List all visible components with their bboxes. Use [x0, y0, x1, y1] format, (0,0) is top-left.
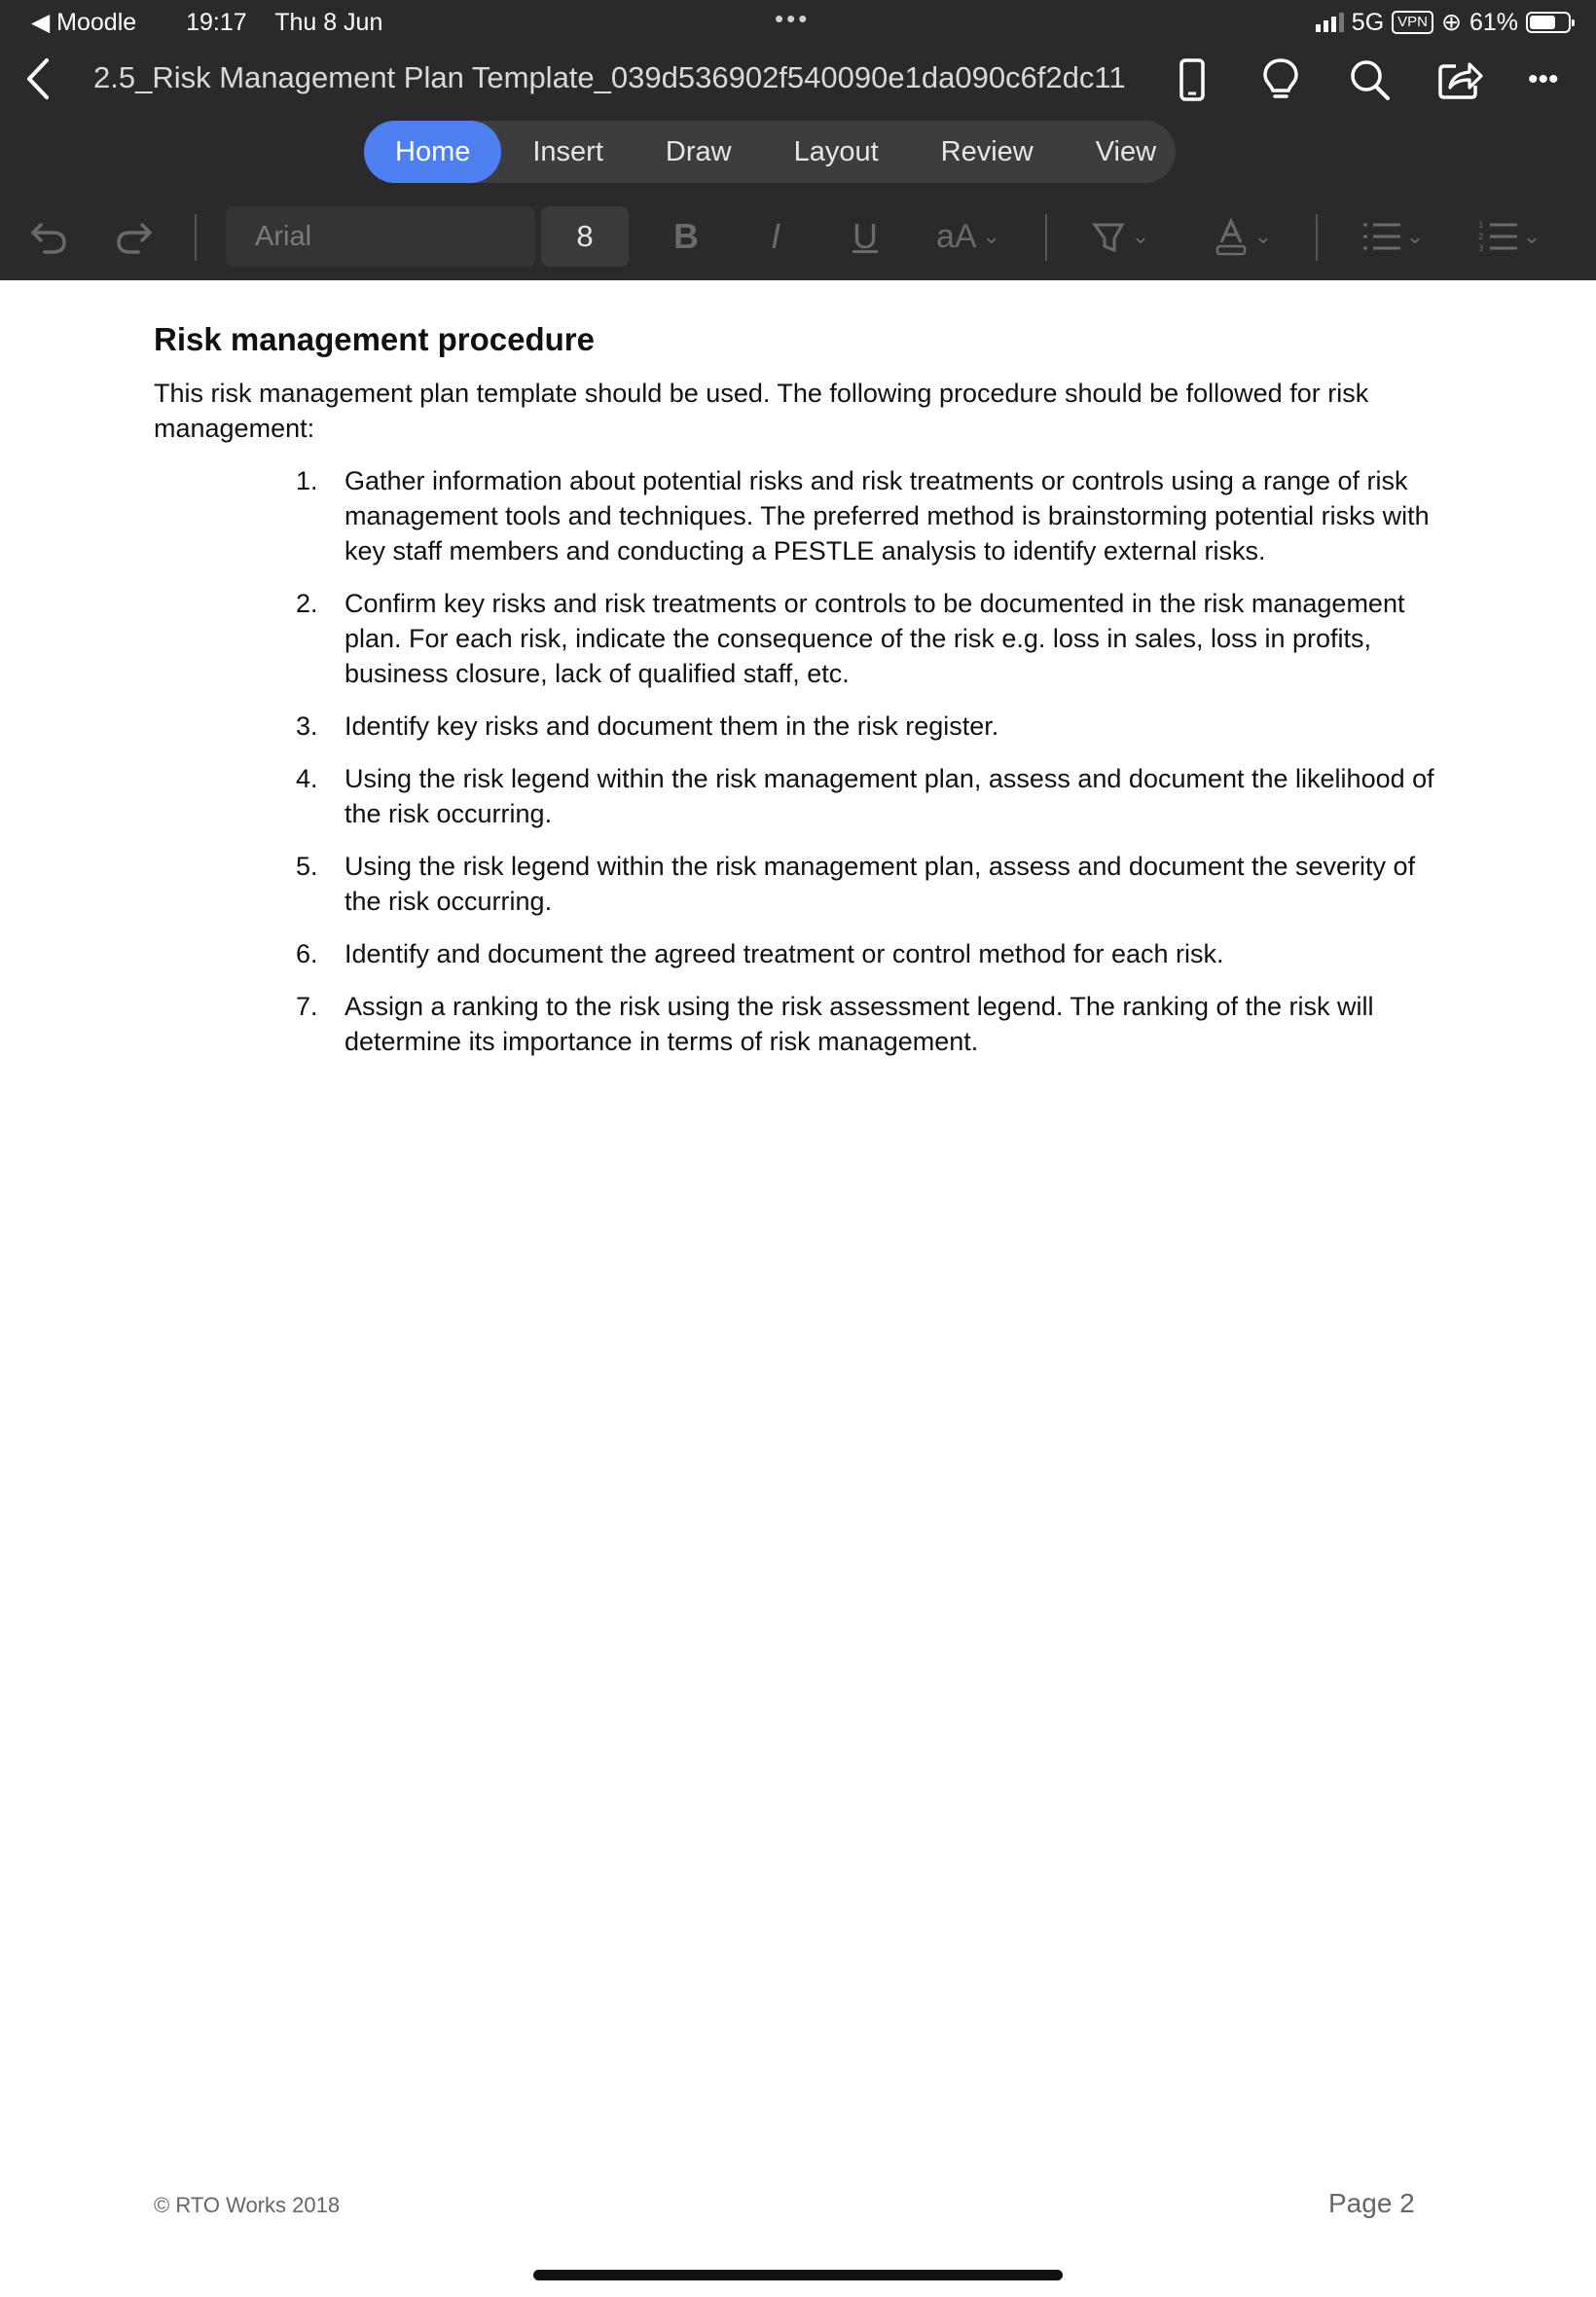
- list-item: [154, 761, 1448, 831]
- multitasking-dots-icon[interactable]: •••: [775, 4, 811, 33]
- lightbulb-icon[interactable]: [1257, 56, 1304, 103]
- ribbon-divider: [1316, 214, 1318, 261]
- list-number: 1.: [296, 466, 318, 495]
- list-item: [154, 709, 1448, 744]
- text-size-label: aA: [935, 217, 977, 255]
- title-row: [0, 47, 1596, 109]
- tab-layout[interactable]: Layout: [793, 136, 879, 167]
- font-size-field[interactable]: 8: [541, 206, 629, 267]
- chevron-down-icon: ⌄: [982, 224, 1001, 248]
- svg-text:3: 3: [1477, 244, 1484, 254]
- chevron-down-icon: ⌄: [1131, 224, 1150, 248]
- tab-home[interactable]: Home: [364, 121, 501, 183]
- list-number: 4.: [296, 764, 318, 793]
- font-name-field[interactable]: Arial: [226, 206, 535, 267]
- underline-button[interactable]: U: [852, 216, 878, 256]
- back-app-label: Moodle: [56, 9, 137, 36]
- list-number: 7.: [296, 992, 318, 1021]
- home-indicator[interactable]: [533, 2270, 1063, 2280]
- ribbon-divider: [1045, 214, 1047, 261]
- italic-button[interactable]: I: [770, 216, 780, 256]
- numbered-list-button[interactable]: [1469, 202, 1547, 271]
- tab-view[interactable]: View: [1095, 136, 1157, 167]
- list-text: Confirm key risks and risk treatments or controls to be documented in the risk management plan. For each risk, indicate the consequence of the risk e.g. loss in sales, loss in profits, business closure, lack of qualified staff, etc.: [345, 589, 1405, 688]
- ribbon-divider: [195, 214, 197, 261]
- document-title[interactable]: 2.5_Risk Management Plan Template_039d536902f540090e1da090c6f2dc11: [93, 60, 1126, 94]
- list-item: [154, 936, 1448, 971]
- svg-text:2: 2: [1477, 233, 1484, 242]
- search-icon[interactable]: [1346, 56, 1393, 103]
- bullet-list-icon: [1360, 217, 1402, 256]
- list-number: 2.: [296, 589, 318, 618]
- list-text: Gather information about potential risks and risk treatments or controls using a range of risk management tools and techniques. The preferred method is brainstorming potential risks with key staff members and conducting a PESTLE analysis to identify external risks.: [345, 466, 1430, 565]
- svg-text:1: 1: [1477, 221, 1484, 231]
- document-page[interactable]: [154, 321, 1448, 1076]
- list-number: 3.: [296, 711, 318, 741]
- battery-icon: [1526, 12, 1571, 33]
- numbered-list-icon: [1476, 217, 1519, 256]
- network-label: 5G: [1351, 8, 1385, 36]
- chevron-down-icon: ⌄: [1405, 224, 1425, 248]
- bullet-list-button[interactable]: [1353, 202, 1431, 271]
- status-time: 19:17: [186, 9, 247, 36]
- list-text: Using the risk legend within the risk management plan, assess and document the severity of the risk occurring.: [345, 852, 1416, 916]
- tab-draw[interactable]: Draw: [665, 136, 732, 167]
- redo-icon[interactable]: [107, 202, 162, 271]
- tab-insert[interactable]: Insert: [532, 136, 603, 167]
- more-icon[interactable]: •••: [1528, 63, 1559, 95]
- vpn-badge: VPN: [1392, 11, 1433, 34]
- list-text: Assign a ranking to the risk using the risk assessment legend. The ranking of the risk will determine its importance in terms of risk management.: [345, 992, 1374, 1056]
- battery-percent: 61%: [1469, 8, 1518, 36]
- highlighter-icon: [1089, 217, 1128, 256]
- share-icon[interactable]: [1436, 56, 1483, 103]
- intro-paragraph: This risk management plan template should be used. The following procedure should be followed for risk management:: [154, 379, 1369, 443]
- tab-review[interactable]: Review: [940, 136, 1034, 167]
- list-item: [154, 586, 1448, 691]
- page-heading: Risk management procedure: [154, 321, 595, 357]
- back-to-app-link[interactable]: ◀ Moodle: [31, 9, 137, 36]
- font-color-button[interactable]: [1203, 202, 1281, 271]
- status-bar: [0, 0, 1596, 47]
- chevron-down-icon: ⌄: [1522, 224, 1542, 248]
- page-number: Page 2: [1328, 2188, 1415, 2218]
- list-text: Identify key risks and document them in the risk register.: [345, 711, 999, 741]
- text-size-button[interactable]: [925, 202, 1012, 271]
- bold-button[interactable]: B: [673, 216, 699, 256]
- undo-icon[interactable]: [21, 202, 76, 271]
- ribbon-tabs: [364, 121, 1176, 183]
- list-number: 5.: [296, 852, 318, 881]
- highlight-button[interactable]: [1080, 202, 1158, 271]
- status-date: Thu 8 Jun: [274, 9, 383, 36]
- list-item: [154, 463, 1448, 568]
- formatting-ribbon: [0, 202, 1596, 271]
- font-color-icon: [1212, 217, 1251, 256]
- list-text: Identify and document the agreed treatment or control method for each risk.: [345, 939, 1224, 968]
- procedure-list: [154, 463, 1448, 1059]
- back-chevron-icon[interactable]: [19, 55, 58, 103]
- chevron-down-icon: ⌄: [1253, 224, 1273, 248]
- list-text: Using the risk legend within the risk management plan, assess and document the likelihood of the risk occurring.: [345, 764, 1434, 828]
- list-number: 6.: [296, 939, 318, 968]
- phone-layout-icon[interactable]: [1168, 56, 1215, 103]
- footer-copyright: © RTO Works 2018: [154, 2193, 341, 2217]
- app-toolbar: [0, 0, 1596, 280]
- list-item: [154, 849, 1448, 919]
- rotation-lock-icon: ⊕: [1441, 9, 1462, 36]
- signal-icon: [1316, 13, 1344, 32]
- list-item: [154, 989, 1448, 1059]
